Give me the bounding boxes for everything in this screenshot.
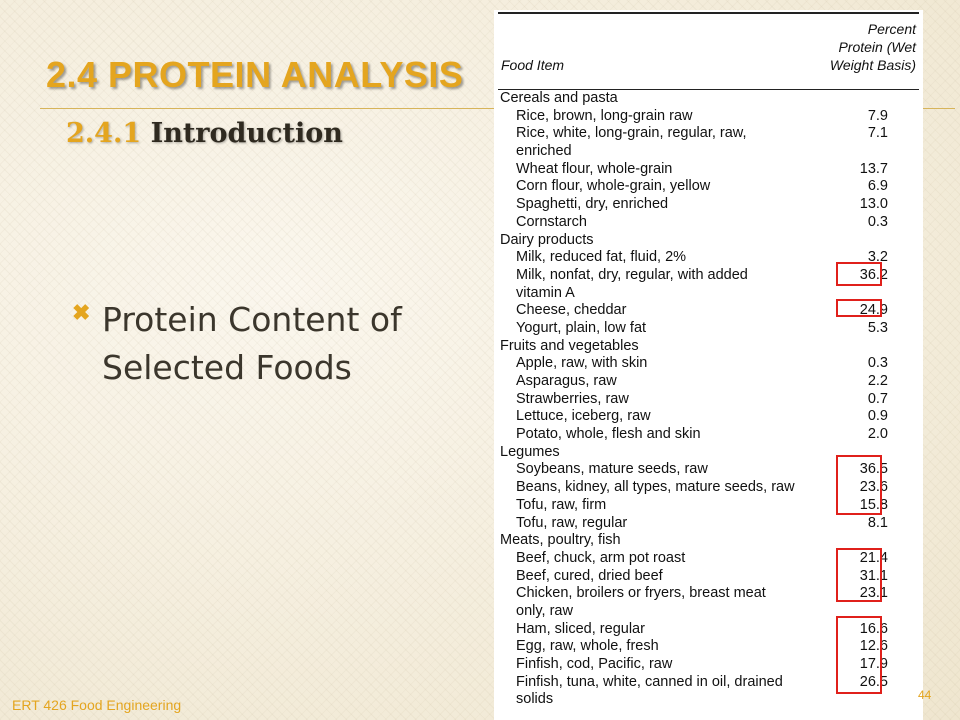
column-header-percent: [796, 20, 916, 74]
row-value: 24.9: [859, 302, 888, 319]
table-row: [498, 161, 919, 179]
row-value: 36.2: [859, 266, 888, 283]
column-header-percent-line-3: Weight Basis): [829, 57, 916, 73]
row-label: Asparagus, raw: [516, 373, 617, 389]
table-category-row: [498, 232, 919, 250]
table-row: [498, 373, 919, 391]
row-value: 0.7: [867, 390, 888, 407]
footer-course: ERT 426 Food Engineering: [12, 697, 182, 713]
row-label: Beef, cured, dried beef: [516, 567, 663, 584]
row-value: 23.1: [859, 585, 888, 602]
row-label: Wheat flour, whole-grain: [516, 160, 673, 177]
table-row: [498, 408, 919, 426]
row-value: 7.1: [867, 125, 888, 142]
row-value: 3.2: [867, 249, 888, 266]
row-label: Strawberries, raw: [516, 390, 629, 407]
row-value: 2.0: [867, 426, 888, 443]
page-number: 44: [918, 688, 932, 702]
row-label: Meats, poultry, fish: [500, 532, 621, 549]
table-row: [498, 391, 919, 409]
row-label: Finfish, cod, Pacific, raw: [516, 656, 673, 672]
table-category-row: [498, 338, 919, 356]
column-header-percent-line-2: Protein (Wet: [838, 39, 916, 55]
row-label: Cheese, cheddar: [516, 302, 627, 319]
row-label: Soybeans, mature seeds, raw: [516, 461, 708, 478]
column-header-percent-line-1: Percent: [867, 21, 916, 37]
row-label: Ham, sliced, regular: [516, 620, 645, 637]
row-value: 17.9: [859, 656, 888, 672]
row-value: 0.3: [867, 213, 888, 230]
row-value: 13.0: [859, 196, 888, 213]
highlight-box-legumes: [836, 455, 882, 515]
bullet-text: [102, 296, 452, 392]
x-mark-icon: ✖: [72, 300, 91, 325]
row-label: Chicken, broilers or fryers, breast meat: [516, 585, 766, 602]
row-label: Rice, brown, long-grain raw: [516, 107, 693, 124]
table-row: [498, 178, 919, 196]
row-label: Beans, kidney, all types, mature seeds, raw: [516, 479, 795, 496]
row-label: Corn flour, whole-grain, yellow: [516, 178, 711, 195]
table-top-rule: [498, 12, 919, 14]
row-value: 6.9: [867, 178, 888, 195]
table-row: [498, 196, 919, 214]
table-category-row: [498, 90, 919, 108]
row-value: 12.6: [859, 638, 888, 655]
row-value: 8.1: [867, 514, 888, 531]
row-value: 0.3: [867, 355, 888, 372]
table-row: [498, 515, 919, 533]
row-label: Cornstarch: [516, 213, 587, 230]
highlight-box-meats-2: [836, 616, 882, 694]
row-label: Milk, reduced fat, fluid, 2%: [516, 249, 687, 266]
row-label: solids: [516, 691, 554, 708]
highlight-box-milk-cheese-1: [836, 262, 882, 286]
row-label: Tofu, raw, regular: [516, 514, 628, 531]
row-label: Lettuce, iceberg, raw: [516, 408, 651, 425]
table-row: [498, 355, 919, 373]
column-header-food: Food Item: [501, 57, 565, 73]
highlight-box-milk-cheese-2: [836, 299, 882, 317]
row-label: Finfish, tuna, white, canned in oil, drained: [516, 673, 783, 690]
table-row: [498, 125, 919, 143]
row-label: Cereals and pasta: [500, 90, 618, 106]
row-label: Yogurt, plain, low fat: [516, 319, 647, 336]
section-subtitle: [66, 118, 343, 149]
row-value: 7.9: [867, 107, 888, 124]
row-value: 31.1: [859, 567, 888, 584]
row-label: Legumes: [500, 443, 560, 460]
row-value: 23.6: [859, 479, 888, 496]
table-row: [498, 426, 919, 444]
row-value: 13.7: [859, 160, 888, 177]
row-label: Milk, nonfat, dry, regular, with added: [516, 266, 748, 283]
row-value: 21.4: [859, 549, 888, 566]
bullet-line-2: Selected Foods: [102, 348, 352, 387]
row-label: Spaghetti, dry, enriched: [516, 196, 669, 213]
row-label: Rice, white, long-grain, regular, raw,: [516, 125, 747, 142]
subtitle-text: Introduction: [150, 118, 343, 149]
subtitle-number: 2.4.1: [66, 118, 142, 149]
table-row: [498, 108, 919, 126]
highlight-box-meats-1: [836, 548, 882, 602]
table-row: [498, 214, 919, 232]
row-label: Potato, whole, flesh and skin: [516, 426, 701, 443]
row-label: Apple, raw, with skin: [516, 355, 648, 372]
row-label: Dairy products: [500, 231, 594, 248]
row-value: 2.2: [867, 373, 888, 389]
row-label: Beef, chuck, arm pot roast: [516, 549, 686, 566]
row-value: 5.3: [867, 319, 888, 336]
table-row: [498, 143, 919, 161]
bullet-line-1: Protein Content of: [102, 300, 402, 339]
table-row: [498, 320, 919, 338]
row-value: 26.5: [859, 673, 888, 690]
row-value: 0.9: [867, 408, 888, 425]
table-row: [498, 691, 919, 709]
row-label: Fruits and vegetables: [500, 337, 639, 354]
row-label: enriched: [516, 143, 572, 160]
row-label: Tofu, raw, firm: [516, 496, 607, 513]
row-value: 16.6: [859, 620, 888, 637]
protein-table: [494, 10, 923, 720]
row-label: only, raw: [516, 602, 573, 619]
row-value: 36.5: [859, 461, 888, 478]
row-label: vitamin A: [516, 284, 575, 301]
row-label: Egg, raw, whole, fresh: [516, 638, 659, 655]
bullet-point: [72, 296, 452, 392]
slide-title: 2.4 PROTEIN ANALYSIS: [46, 54, 464, 95]
row-value: 15.8: [859, 496, 888, 513]
